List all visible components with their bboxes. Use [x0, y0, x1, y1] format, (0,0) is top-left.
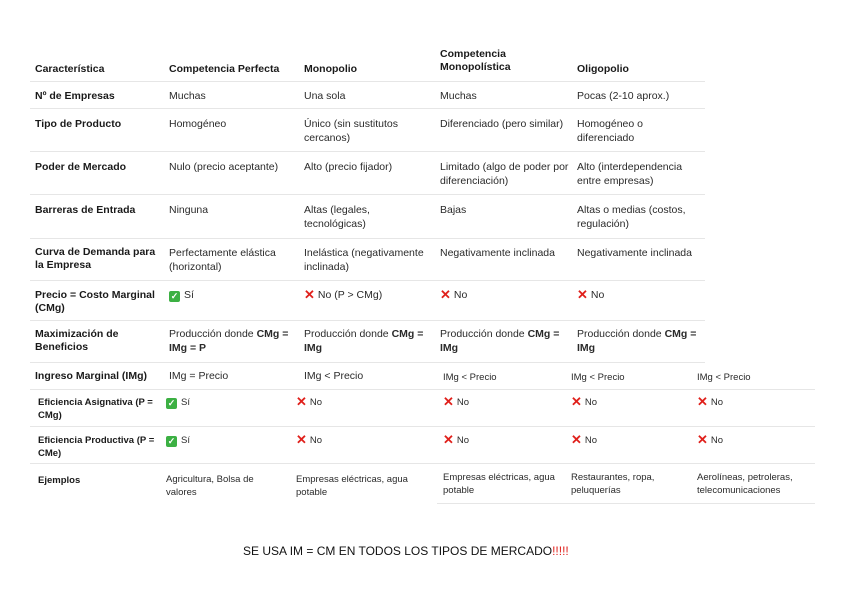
cell-monopolio-precio [304, 288, 382, 302]
precio-perfecta-text: Sí [184, 289, 194, 301]
productiva-no-text: No [584, 435, 598, 446]
header-monopolio: Monopolio [304, 63, 358, 75]
cross-mark-icon: ✕ [296, 432, 307, 447]
row-label-productiva: Eficiencia Productiva (P = CMe) [38, 435, 155, 459]
cell-perfecta-producto: Homogéneo [169, 118, 227, 130]
cell-perfecta-productiva [166, 434, 190, 447]
divider [30, 389, 815, 390]
cell-monopolistica-ejemplos: Empresas eléctricas, agua potable [443, 472, 555, 496]
footer-note [243, 544, 569, 558]
max-formula: CMg = IMg [304, 328, 424, 354]
cross-mark-icon: ✕ [697, 394, 708, 409]
divider [30, 426, 815, 427]
cell-monopolio-maximizacion [304, 327, 432, 355]
cell-monopolistica-asignativa [443, 396, 469, 409]
precio-monopolistica-text: No [453, 289, 468, 301]
row-label-barreras: Barreras de Entrada [35, 204, 136, 216]
productiva-no-text: No [309, 435, 323, 446]
cell-oligopolio-productiva [571, 434, 597, 447]
cross-mark-icon: ✕ [697, 432, 708, 447]
cell-oligopolio-asignativa [571, 396, 597, 409]
productiva-no-text: No [710, 435, 724, 446]
row-label-empresas: Nº de Empresas [35, 90, 115, 102]
divider [30, 320, 705, 321]
divider [30, 151, 705, 152]
cell-monopolistica-producto: Diferenciado (pero similar) [440, 118, 564, 130]
divider [30, 194, 705, 195]
cell-perfecta-barreras: Ninguna [169, 204, 209, 216]
max-prefix: Producción donde [169, 328, 257, 340]
cell-extra-asignativa [697, 396, 723, 409]
cell-monopolio-empresas: Una sola [304, 90, 346, 102]
cell-monopolistica-empresas: Muchas [440, 90, 477, 102]
divider [30, 362, 705, 363]
max-prefix: Producción donde [577, 328, 665, 340]
cell-oligopolio-precio [577, 288, 604, 302]
cell-monopolistica-maximizacion [440, 327, 568, 355]
cell-extra-ejemplos: Aerolíneas, petroleras, telecomunicaciones [697, 472, 793, 496]
cell-monopolio-barreras: Altas (legales, tecnológicas) [304, 204, 370, 230]
check-mark-icon: ✓ [167, 398, 176, 408]
row-label-demanda: Curva de Demanda para la Empresa [35, 246, 156, 271]
cell-perfecta-poder: Nulo (precio aceptante) [169, 161, 279, 173]
max-formula: CMg = IMg [440, 328, 560, 354]
cell-monopolio-ejemplos: Empresas eléctricas, agua potable [296, 474, 408, 498]
max-prefix: Producción donde [440, 328, 528, 340]
cell-monopolio-asignativa [296, 396, 322, 409]
cell-extra-ingreso: IMg < Precio [697, 372, 751, 383]
divider [30, 238, 705, 239]
cell-monopolistica-barreras: Bajas [440, 204, 467, 216]
cell-extra-productiva [697, 434, 723, 447]
row-label-ejemplos: Ejemplos [38, 475, 81, 486]
divider [30, 108, 705, 109]
row-label-ingreso: Ingreso Marginal (IMg) [35, 370, 148, 382]
cross-mark-icon: ✕ [571, 432, 582, 447]
cell-monopolistica-demanda: Negativamente inclinada [440, 247, 555, 259]
divider [30, 81, 705, 82]
cross-mark-icon: ✕ [571, 394, 582, 409]
divider [30, 463, 815, 464]
cell-perfecta-ejemplos: Agricultura, Bolsa de valores [166, 474, 254, 498]
check-mark-icon: ✓ [167, 436, 176, 446]
cell-oligopolio-maximizacion [577, 327, 705, 355]
cell-perfecta-empresas: Muchas [169, 90, 206, 102]
precio-oligopolio-text: No [590, 289, 605, 301]
productiva-si-text: Sí [181, 435, 190, 446]
cell-perfecta-ingreso: IMg = Precio [169, 370, 229, 382]
row-label-maximizacion: Maximización de Beneficios [35, 328, 119, 353]
max-formula: CMg = IMg = P [169, 328, 289, 354]
cell-monopolio-poder: Alto (precio fijador) [304, 161, 393, 173]
cross-mark-icon: ✕ [440, 287, 451, 302]
productiva-no-text: No [456, 435, 470, 446]
cell-perfecta-precio [169, 288, 194, 302]
asignativa-no-text: No [584, 397, 598, 408]
check-mark-icon: ✓ [170, 291, 179, 301]
footer-exclamations: !!!!! [552, 544, 569, 558]
cell-oligopolio-demanda: Negativamente inclinada [577, 247, 692, 259]
row-label-poder: Poder de Mercado [35, 161, 127, 173]
cell-monopolistica-ingreso: IMg < Precio [443, 372, 497, 383]
cell-monopolio-ingreso: IMg < Precio [304, 370, 364, 382]
cell-oligopolio-poder: Alto (interdependencia entre empresas) [577, 161, 683, 187]
divider [437, 503, 815, 504]
cell-monopolistica-productiva [443, 434, 469, 447]
asignativa-no-text: No [456, 397, 470, 408]
cell-monopolistica-precio [440, 288, 467, 302]
cell-monopolio-demanda: Inelástica (negativamente inclinada) [304, 247, 424, 273]
cross-mark-icon: ✕ [577, 287, 588, 302]
cell-oligopolio-ingreso: IMg < Precio [571, 372, 625, 383]
cross-mark-icon: ✕ [304, 287, 315, 302]
cell-oligopolio-producto: Homogéneo o diferenciado [577, 118, 643, 144]
cell-monopolio-productiva [296, 434, 322, 447]
footer-text: SE USA IM = CM EN TODOS LOS TIPOS DE MERCADO [243, 544, 553, 558]
cell-oligopolio-empresas: Pocas (2-10 aprox.) [577, 90, 670, 102]
row-label-asignativa: Eficiencia Asignativa (P = CMg) [38, 397, 153, 421]
row-label-producto: Tipo de Producto [35, 118, 122, 130]
cell-monopolistica-poder: Limitado (algo de poder por diferenciación) [440, 161, 569, 187]
precio-monopolio-text: No (P > CMg) [317, 289, 383, 301]
asignativa-si-text: Sí [181, 397, 190, 408]
cell-perfecta-maximizacion [169, 327, 297, 355]
cross-mark-icon: ✕ [443, 432, 454, 447]
cross-mark-icon: ✕ [443, 394, 454, 409]
cell-perfecta-asignativa [166, 396, 190, 409]
cell-perfecta-demanda: Perfectamente elástica (horizontal) [169, 247, 276, 273]
asignativa-no-text: No [710, 397, 724, 408]
max-formula: CMg = IMg [577, 328, 697, 354]
cell-monopolio-producto: Único (sin sustitutos cercanos) [304, 118, 398, 144]
header-competencia-monopolistica: Competencia Monopolística [440, 48, 511, 73]
header-oligopolio: Oligopolio [577, 63, 629, 75]
row-label-precio: Precio = Costo Marginal (CMg) [35, 289, 155, 314]
divider [30, 280, 705, 281]
cell-oligopolio-barreras: Altas o medias (costos, regulación) [577, 204, 686, 230]
asignativa-no-text: No [309, 397, 323, 408]
cell-oligopolio-ejemplos: Restaurantes, ropa, peluquerías [571, 472, 655, 496]
header-caracteristica: Característica [35, 63, 105, 75]
cross-mark-icon: ✕ [296, 394, 307, 409]
header-competencia-perfecta: Competencia Perfecta [169, 63, 280, 75]
max-prefix: Producción donde [304, 328, 392, 340]
